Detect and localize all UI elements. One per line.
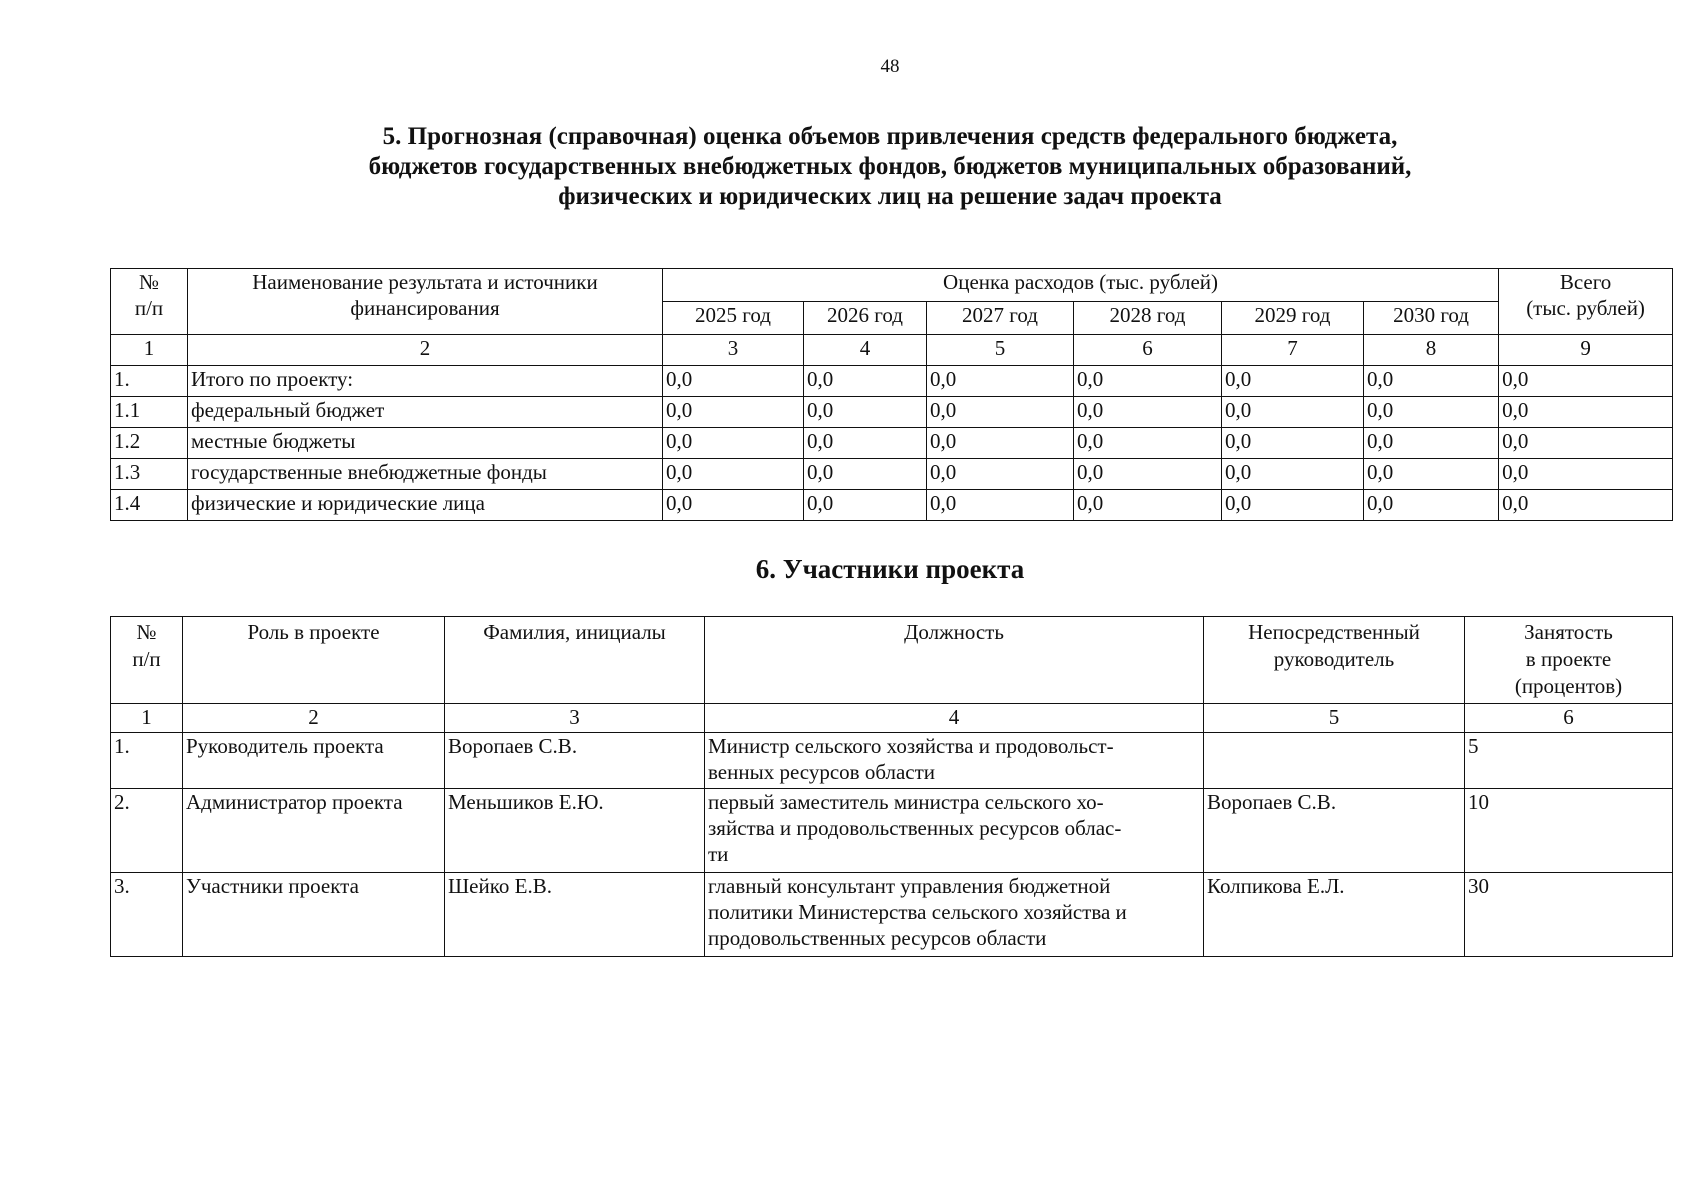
column-number: 4 bbox=[804, 335, 927, 366]
column-number: 8 bbox=[1364, 335, 1499, 366]
header-estimate: Оценка расходов (тыс. рублей) bbox=[663, 269, 1499, 302]
row-value: 0,0 bbox=[663, 397, 804, 428]
table-row bbox=[111, 397, 1673, 428]
row-total: 0,0 bbox=[1499, 490, 1673, 521]
row-value: 0,0 bbox=[1074, 428, 1222, 459]
row-manager: Колпикова Е.Л. bbox=[1204, 873, 1465, 957]
funding-table bbox=[110, 268, 1673, 521]
row-value: 0,0 bbox=[663, 428, 804, 459]
row-total: 0,0 bbox=[1499, 397, 1673, 428]
row-role: Руководитель проекта bbox=[183, 733, 445, 789]
header-name: Наименование результата и источники финансирования bbox=[188, 269, 663, 335]
header-year: 2026 год bbox=[804, 302, 927, 335]
participants-table bbox=[110, 616, 1673, 957]
row-value: 0,0 bbox=[1222, 428, 1364, 459]
row-value: 0,0 bbox=[1074, 366, 1222, 397]
row-value: 0,0 bbox=[1364, 397, 1499, 428]
header-position: Должность bbox=[705, 617, 1204, 704]
column-number: 6 bbox=[1465, 704, 1673, 733]
row-position: первый заместитель министра сельского хо- зяйства и продовольственных ресурсов облас- ти bbox=[705, 789, 1204, 873]
row-value: 0,0 bbox=[1364, 366, 1499, 397]
page-number: 48 bbox=[880, 56, 900, 77]
row-role: Участники проекта bbox=[183, 873, 445, 957]
header-manager: Непосредственный руководитель bbox=[1204, 617, 1465, 704]
table-row bbox=[111, 366, 1673, 397]
row-number: 1.4 bbox=[111, 490, 188, 521]
table-row bbox=[111, 789, 1673, 873]
table-row bbox=[111, 873, 1673, 957]
header-num: № п/п bbox=[111, 269, 188, 335]
row-value: 0,0 bbox=[1364, 459, 1499, 490]
row-number: 1. bbox=[111, 366, 188, 397]
row-workload: 10 bbox=[1465, 789, 1673, 873]
row-value: 0,0 bbox=[804, 397, 927, 428]
row-name: местные бюджеты bbox=[188, 428, 663, 459]
section5-title-line: физических и юридических лиц на решение задач проекта bbox=[558, 183, 1222, 210]
row-value: 0,0 bbox=[663, 459, 804, 490]
row-value: 0,0 bbox=[804, 428, 927, 459]
column-number: 2 bbox=[183, 704, 445, 733]
row-manager: Воропаев С.В. bbox=[1204, 789, 1465, 873]
section6-title: 6. Участники проекта bbox=[755, 554, 1025, 584]
row-value: 0,0 bbox=[1074, 459, 1222, 490]
row-name: физические и юридические лица bbox=[188, 490, 663, 521]
column-number: 5 bbox=[927, 335, 1074, 366]
column-number: 9 bbox=[1499, 335, 1673, 366]
row-position: главный консультант управления бюджетной политики Министерства сельского хозяйства и продовольственных ресурсов области bbox=[705, 873, 1204, 957]
column-number: 5 bbox=[1204, 704, 1465, 733]
column-numbers-row bbox=[111, 335, 1673, 366]
row-number: 1.2 bbox=[111, 428, 188, 459]
header-name: Фамилия, инициалы bbox=[445, 617, 705, 704]
header-role: Роль в проекте bbox=[183, 617, 445, 704]
column-number: 7 bbox=[1222, 335, 1364, 366]
row-number: 1.3 bbox=[111, 459, 188, 490]
table-row bbox=[111, 490, 1673, 521]
row-total: 0,0 bbox=[1499, 459, 1673, 490]
row-value: 0,0 bbox=[1222, 366, 1364, 397]
column-number: 3 bbox=[663, 335, 804, 366]
row-value: 0,0 bbox=[927, 428, 1074, 459]
row-name: Шейко Е.В. bbox=[445, 873, 705, 957]
row-value: 0,0 bbox=[1364, 428, 1499, 459]
row-name: государственные внебюджетные фонды bbox=[188, 459, 663, 490]
table-row bbox=[111, 733, 1673, 789]
column-number: 4 bbox=[705, 704, 1204, 733]
row-position: Министр сельского хозяйства и продовольст- венных ресурсов области bbox=[705, 733, 1204, 789]
row-value: 0,0 bbox=[1074, 397, 1222, 428]
row-name: Меньшиков Е.Ю. bbox=[445, 789, 705, 873]
row-value: 0,0 bbox=[1364, 490, 1499, 521]
section5-title bbox=[0, 122, 1692, 212]
header-num: № п/п bbox=[111, 617, 183, 704]
row-name: Итого по проекту: bbox=[188, 366, 663, 397]
header-row bbox=[111, 617, 1673, 704]
row-value: 0,0 bbox=[927, 459, 1074, 490]
header-year: 2030 год bbox=[1364, 302, 1499, 335]
row-workload: 30 bbox=[1465, 873, 1673, 957]
row-workload: 5 bbox=[1465, 733, 1673, 789]
row-value: 0,0 bbox=[1222, 397, 1364, 428]
section5-title-line: 5. Прогнозная (справочная) оценка объемов привлечения средств федерального бюджета, bbox=[382, 123, 1398, 150]
column-number: 1 bbox=[111, 335, 188, 366]
header-workload: Занятость в проекте (процентов) bbox=[1465, 617, 1673, 704]
column-number: 2 bbox=[188, 335, 663, 366]
column-number: 3 bbox=[445, 704, 705, 733]
column-numbers-row bbox=[111, 704, 1673, 733]
header-year: 2028 год bbox=[1074, 302, 1222, 335]
row-total: 0,0 bbox=[1499, 366, 1673, 397]
header-year: 2027 год bbox=[927, 302, 1074, 335]
row-manager bbox=[1204, 733, 1465, 789]
row-number: 3. bbox=[111, 873, 183, 957]
row-number: 1. bbox=[111, 733, 183, 789]
column-number: 6 bbox=[1074, 335, 1222, 366]
table-row bbox=[111, 428, 1673, 459]
row-value: 0,0 bbox=[804, 459, 927, 490]
row-value: 0,0 bbox=[804, 490, 927, 521]
header-year: 2029 год bbox=[1222, 302, 1364, 335]
row-number: 1.1 bbox=[111, 397, 188, 428]
row-value: 0,0 bbox=[927, 397, 1074, 428]
row-role: Администратор проекта bbox=[183, 789, 445, 873]
row-value: 0,0 bbox=[1222, 459, 1364, 490]
row-value: 0,0 bbox=[663, 490, 804, 521]
column-number: 1 bbox=[111, 704, 183, 733]
row-name: Воропаев С.В. bbox=[445, 733, 705, 789]
row-name: федеральный бюджет bbox=[188, 397, 663, 428]
row-value: 0,0 bbox=[927, 490, 1074, 521]
row-total: 0,0 bbox=[1499, 428, 1673, 459]
header-year: 2025 год bbox=[663, 302, 804, 335]
row-value: 0,0 bbox=[663, 366, 804, 397]
row-number: 2. bbox=[111, 789, 183, 873]
row-value: 0,0 bbox=[1074, 490, 1222, 521]
table-row bbox=[111, 459, 1673, 490]
row-value: 0,0 bbox=[804, 366, 927, 397]
section5-title-line: бюджетов государственных внебюджетных фондов, бюджетов муниципальных образований, bbox=[368, 153, 1412, 180]
header-total: Всего (тыс. рублей) bbox=[1499, 269, 1673, 335]
row-value: 0,0 bbox=[927, 366, 1074, 397]
row-value: 0,0 bbox=[1222, 490, 1364, 521]
